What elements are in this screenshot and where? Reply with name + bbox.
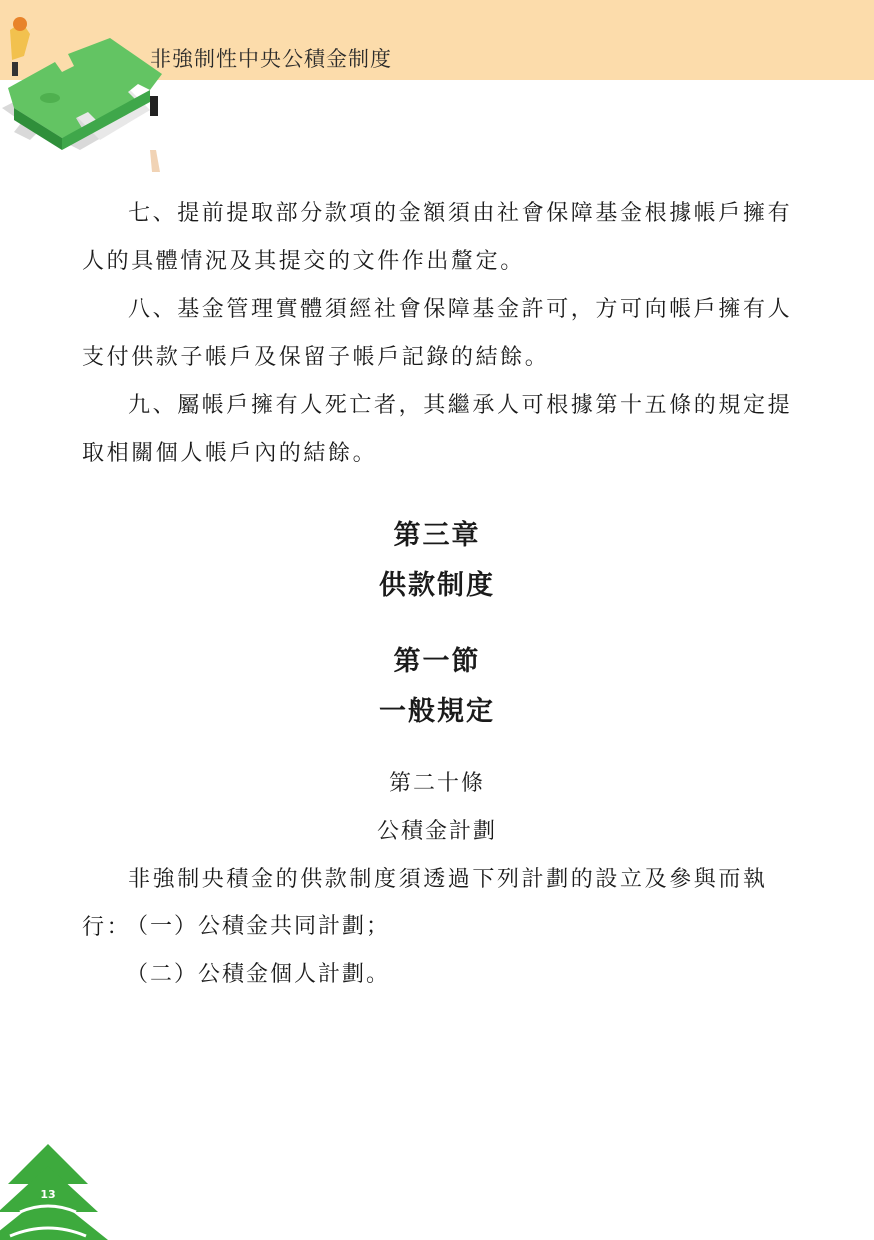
- page-number: 13: [40, 1188, 56, 1201]
- paragraph-eight: 八、基金管理實體須經社會保障基金許可，方可向帳戶擁有人支付供款子帳戶及保留子帳戶記錄的結餘。: [82, 297, 793, 370]
- body-paragraphs: [82, 190, 794, 478]
- list-item-common-plan: （一）公積金共同計劃；: [126, 914, 391, 939]
- puzzle-illustration: [0, 0, 180, 180]
- section-title: 一般規定: [379, 696, 495, 727]
- chapter-number: 第三章: [393, 520, 481, 551]
- article-intro: 非強制央積金的供款制度須透過下列計劃的設立及參與而執行：: [82, 867, 768, 940]
- article-number: 第二十條: [388, 771, 485, 796]
- list-item-individual-plan: （二）公積金個人計劃。: [126, 962, 391, 987]
- header-title: 非強制性中央公積金制度: [150, 47, 392, 71]
- article-title: 公積金計劃: [376, 819, 497, 844]
- chapter-title: 供款制度: [379, 570, 495, 601]
- section-number: 第一節: [393, 646, 481, 677]
- paragraph-nine: 九、屬帳戶擁有人死亡者，其繼承人可根據第十五條的規定提取相關個人帳戶內的結餘。: [82, 393, 793, 466]
- paragraph-seven: 七、提前提取部分款項的金額須由社會保障基金根據帳戶擁有人的具體情況及其提交的文件作出釐定。: [82, 201, 793, 274]
